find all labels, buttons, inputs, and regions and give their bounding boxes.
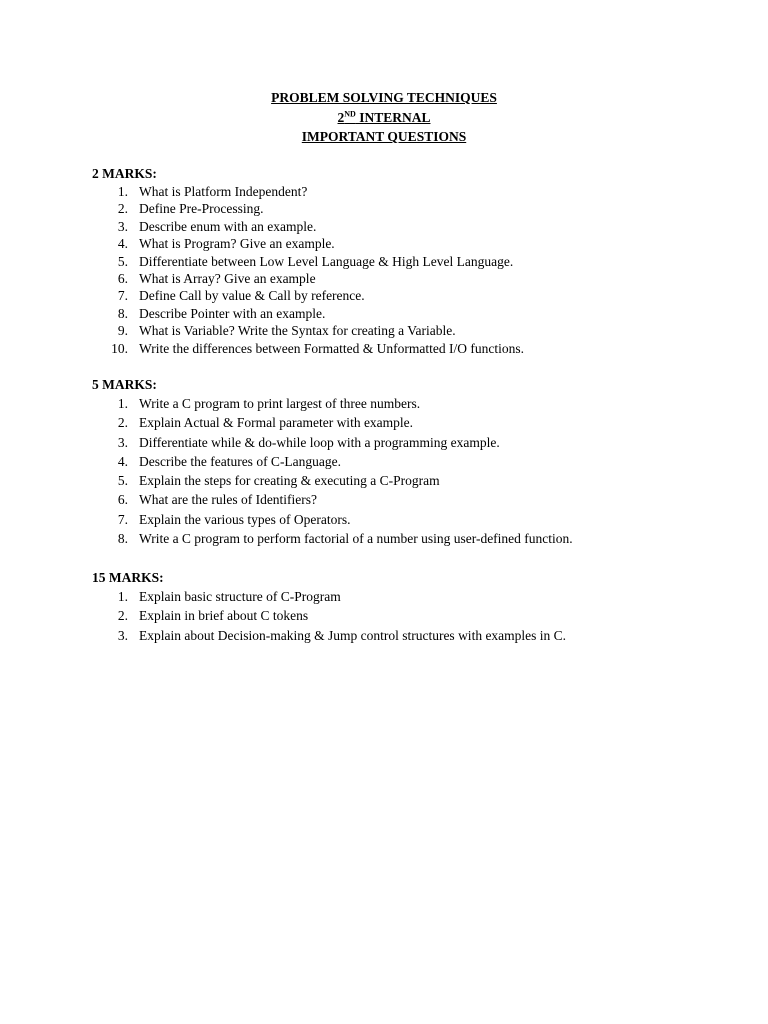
question-text: Explain in brief about C tokens <box>139 608 309 624</box>
question-number: 7. <box>117 288 128 304</box>
question-item <box>92 305 712 322</box>
question-number: 2. <box>117 608 128 624</box>
exam-label: INTERNAL <box>355 109 431 125</box>
question-number: 6. <box>117 271 128 287</box>
section-title: 5 MARKS: <box>92 377 157 392</box>
question-number: 2. <box>117 201 128 217</box>
question-item <box>92 235 712 252</box>
question-item <box>92 287 712 304</box>
question-text: What are the rules of Identifiers? <box>139 492 318 508</box>
question-number: 4. <box>117 236 128 252</box>
question-list <box>92 394 712 548</box>
question-text: Explain the steps for creating & executing a C-Program <box>139 473 440 489</box>
question-item <box>92 587 712 606</box>
question-item <box>92 606 712 625</box>
section-15-marks <box>92 568 712 645</box>
question-text: Define Pre-Processing. <box>139 201 264 217</box>
question-item <box>92 626 712 645</box>
section-title: 2 MARKS: <box>92 166 157 181</box>
question-text: Describe the features of C-Language. <box>139 453 342 469</box>
question-item <box>92 433 712 452</box>
question-number: 2. <box>117 415 128 431</box>
question-text: What is Array? Give an example <box>139 271 316 287</box>
question-number: 9. <box>117 323 128 339</box>
document-subtitle: IMPORTANT QUESTIONS <box>301 129 467 144</box>
question-text: Describe enum with an example. <box>139 218 317 234</box>
question-text: What is Platform Independent? <box>139 184 308 199</box>
question-number: 6. <box>117 492 128 508</box>
question-number: 4. <box>117 453 128 469</box>
question-item <box>92 200 712 217</box>
question-text: Explain Actual & Formal parameter with example. <box>139 415 414 431</box>
question-item <box>92 253 712 270</box>
question-text: Explain the various types of Operators. <box>139 511 351 527</box>
question-list <box>92 587 712 645</box>
question-item <box>92 510 712 529</box>
question-number: 10. <box>111 340 128 356</box>
question-text: Describe Pointer with an example. <box>139 305 326 321</box>
question-text: What is Program? Give an example. <box>139 236 335 252</box>
question-text: Explain about Decision-making & Jump control structures with examples in C. <box>139 627 567 643</box>
question-number: 7. <box>117 511 128 527</box>
question-item <box>92 413 712 432</box>
question-item <box>92 529 712 548</box>
question-number: 3. <box>117 218 128 234</box>
question-number: 3. <box>117 434 128 450</box>
question-text: Write a C program to print largest of three numbers. <box>139 396 421 411</box>
exam-number: 2 <box>337 109 345 125</box>
question-item <box>92 394 712 413</box>
question-text: Differentiate while & do-while loop with a programming example. <box>139 434 500 450</box>
question-number: 8. <box>117 305 128 321</box>
question-item <box>92 340 712 357</box>
question-text: What is Variable? Write the Syntax for creating a Variable. <box>139 323 456 339</box>
question-number: 3. <box>117 627 128 643</box>
document-title: PROBLEM SOLVING TECHNIQUES <box>271 90 497 105</box>
question-text: Differentiate between Low Level Language & High Level Language. <box>139 253 514 269</box>
question-item <box>92 471 712 490</box>
question-number: 5. <box>117 473 128 489</box>
section-title: 15 MARKS: <box>92 570 164 585</box>
question-number: 8. <box>117 531 128 547</box>
question-number: 1. <box>117 396 128 411</box>
section-2-marks <box>92 164 712 357</box>
question-text: Write a C program to perform factorial of a number using user-defined function. <box>139 531 573 547</box>
section-5-marks <box>92 375 712 548</box>
question-list <box>92 183 712 357</box>
exam-suffix: ND <box>344 109 356 118</box>
question-item <box>92 183 712 200</box>
question-text: Define Call by value & Call by reference. <box>139 288 365 304</box>
question-number: 1. <box>117 184 128 199</box>
question-text: Explain basic structure of C-Program <box>139 589 341 604</box>
question-text: Write the differences between Formatted & Unformatted I/O functions. <box>139 340 524 356</box>
question-item <box>92 452 712 471</box>
question-item <box>92 322 712 339</box>
question-item <box>92 218 712 235</box>
question-item <box>92 270 712 287</box>
document-header <box>0 88 768 147</box>
question-number: 1. <box>117 589 128 604</box>
question-item <box>92 490 712 509</box>
exam-name <box>0 108 768 128</box>
question-number: 5. <box>117 253 128 269</box>
